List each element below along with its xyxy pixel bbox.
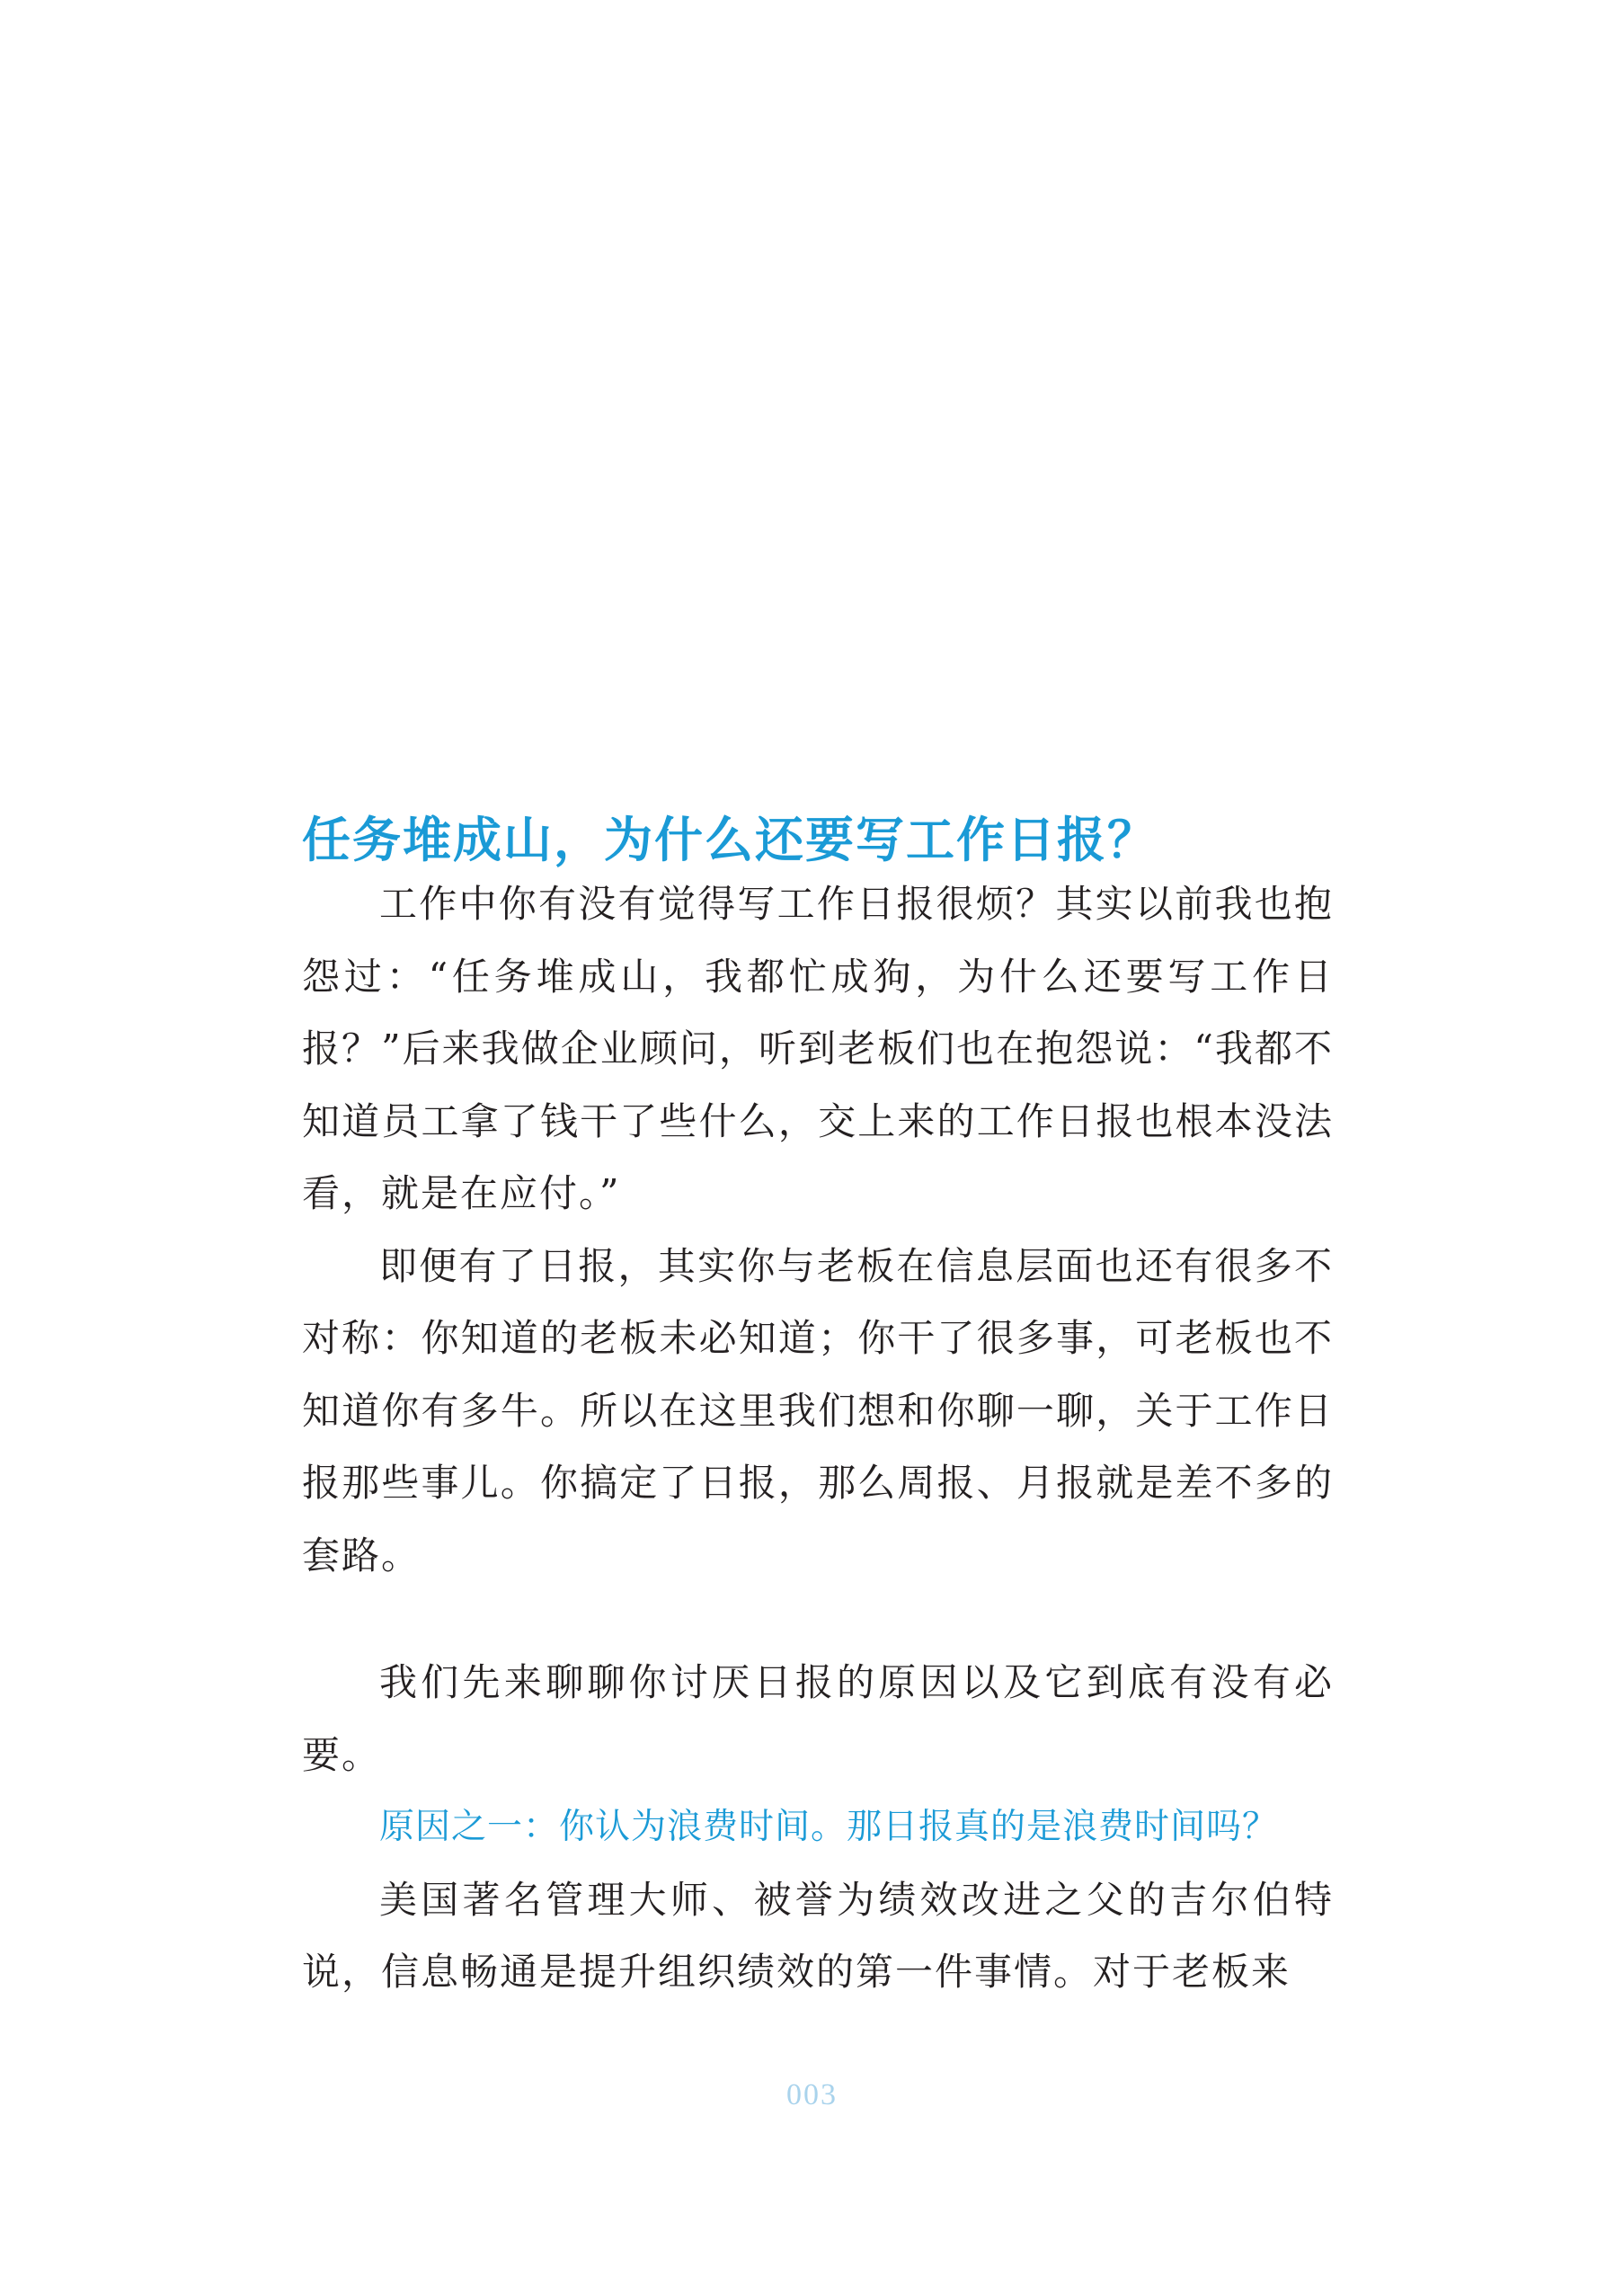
body-block-reasons (302, 1647, 1334, 2009)
body-paragraph: 即便有了日报，其实你与老板在信息层面也还有很多不对称：你知道的老板未必知道；你干了很多事，可老板也不知道你有多牛。所以在这里我们想和你聊一聊，关于工作日报那些事儿。你搞定了日报，那么周报、月报就是差不多的套路。 (302, 1243, 1334, 1578)
reason-subheading: 原因之一：你认为浪费时间。那日报真的是浪费时间吗？ (379, 1807, 1279, 1847)
body-block-intro (302, 868, 1334, 1592)
body-paragraph: 工作中你有没有觉得写工作日报很烦？其实以前我也抱怨过：“任务堆成山，我都忙成狗，为什么还要写工作日报？”后来我做企业顾问，听到老板们也在抱怨说：“我都不知道员工拿了钱干了些什么，交上来的工作日报也根本没法看，就是在应付。” (302, 882, 1334, 1215)
body-paragraph: 美国著名管理大师、被誉为绩效改进之父的吉尔伯特说，信息畅通是提升组织绩效的第一件事情。对于老板来 (302, 1877, 1334, 1994)
section-heading: 任务堆成山，为什么还要写工作日报？ (302, 811, 1158, 868)
page-number: 003 (786, 2078, 838, 2111)
body-paragraph: 我们先来聊聊你讨厌日报的原因以及它到底有没有必要。 (302, 1660, 1334, 1777)
